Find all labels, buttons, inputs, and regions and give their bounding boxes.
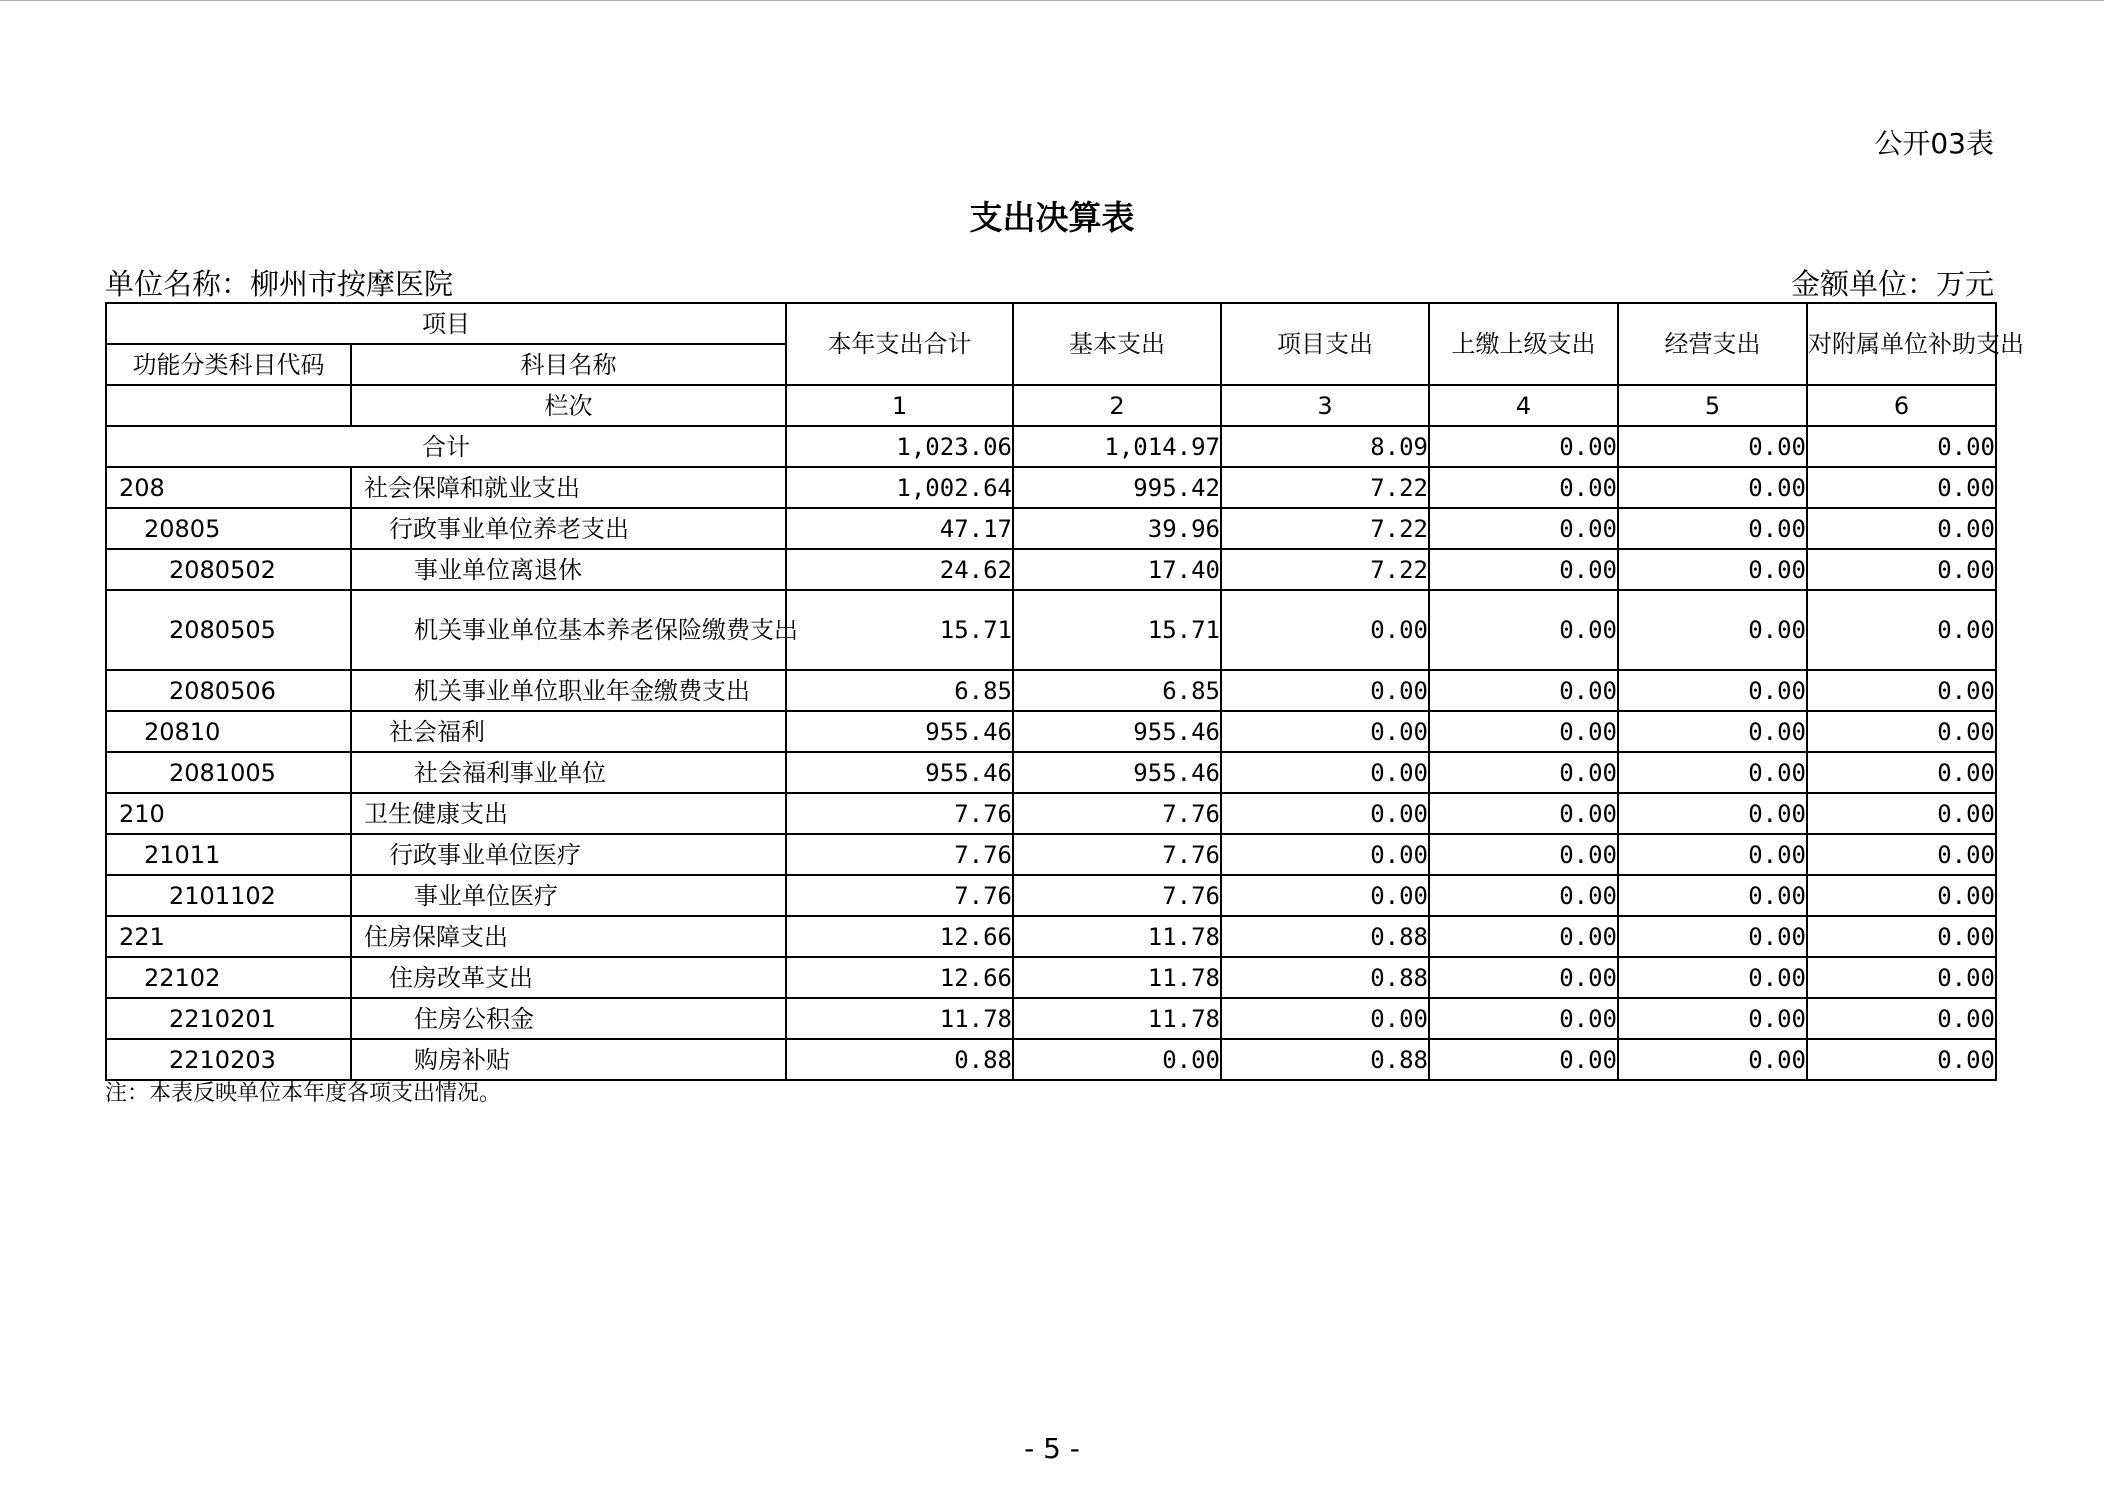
amount-cell: 39.96: [1013, 508, 1221, 549]
subject-name: 社会保障和就业支出: [351, 467, 786, 508]
subject-code: 2081005: [106, 752, 351, 793]
table-row: [106, 793, 1996, 834]
column-number-blank: [106, 385, 351, 426]
amount-cell: 0.00: [1618, 957, 1807, 998]
amount-cell: 6.85: [786, 670, 1013, 711]
subject-name: 社会福利: [351, 711, 786, 752]
amount-cell: 0.00: [1221, 670, 1429, 711]
amount-cell: 0.00: [1221, 834, 1429, 875]
amount-cell: 0.00: [1618, 875, 1807, 916]
column-number: 6: [1807, 385, 1996, 426]
amount-cell: 0.88: [1221, 1039, 1429, 1080]
amount-cell: 7.22: [1221, 508, 1429, 549]
table-row: [106, 1039, 1996, 1080]
table-row: [106, 549, 1996, 590]
subject-code: 208: [106, 467, 351, 508]
column-number-label: 栏次: [351, 385, 786, 426]
page-title: 支出决算表: [969, 198, 1135, 237]
column-number: 1: [786, 385, 1013, 426]
amount-cell: 0.00: [1429, 875, 1618, 916]
amount-cell: 0.00: [1807, 508, 1996, 549]
amount-cell: 0.00: [1618, 793, 1807, 834]
amount-cell: 0.00: [1221, 875, 1429, 916]
column-number: 3: [1221, 385, 1429, 426]
amount-cell: 0.00: [1429, 998, 1618, 1039]
total-label: 合计: [106, 426, 786, 467]
column-number: 2: [1013, 385, 1221, 426]
amount-cell: 0.00: [1221, 752, 1429, 793]
header-item: 项目: [106, 303, 786, 344]
amount-cell: 11.78: [1013, 998, 1221, 1039]
amount-cell: 0.00: [1618, 1039, 1807, 1080]
amount-cell: 7.22: [1221, 549, 1429, 590]
amount-cell: 7.76: [786, 834, 1013, 875]
subject-name: 事业单位医疗: [351, 875, 786, 916]
table-row: [106, 752, 1996, 793]
amount-cell: 0.00: [1618, 467, 1807, 508]
page-number: - 5 -: [1024, 1432, 1080, 1465]
amount-cell: 955.46: [1013, 711, 1221, 752]
amount-cell: 955.46: [786, 711, 1013, 752]
subject-code: 221: [106, 916, 351, 957]
amount-cell: 24.62: [786, 549, 1013, 590]
amount-cell: 7.76: [1013, 875, 1221, 916]
unit-name: 单位名称：柳州市按摩医院: [105, 267, 454, 301]
total-cell: 8.09: [1221, 426, 1429, 467]
amount-cell: 995.42: [1013, 467, 1221, 508]
amount-cell: 7.76: [1013, 793, 1221, 834]
amount-cell: 0.00: [1221, 590, 1429, 670]
subject-name: 住房改革支出: [351, 957, 786, 998]
amount-cell: 0.00: [1429, 957, 1618, 998]
header-name-col: 科目名称: [351, 344, 786, 385]
total-cell: 1,023.06: [786, 426, 1013, 467]
amount-cell: 0.00: [1221, 793, 1429, 834]
column-number-row: [106, 385, 1996, 426]
table-row: [106, 875, 1996, 916]
total-row: [106, 426, 1996, 467]
amount-cell: 0.00: [1618, 998, 1807, 1039]
amount-cell: 0.00: [1807, 875, 1996, 916]
form-number: 公开03表: [1874, 127, 1994, 160]
amount-cell: 0.00: [1429, 916, 1618, 957]
amount-cell: 0.00: [1807, 793, 1996, 834]
amount-cell: 0.00: [1429, 834, 1618, 875]
amount-cell: 0.00: [1807, 957, 1996, 998]
subject-name: 住房保障支出: [351, 916, 786, 957]
amount-cell: 0.00: [1618, 752, 1807, 793]
amount-cell: 0.00: [1807, 549, 1996, 590]
total-cell: 0.00: [1807, 426, 1996, 467]
table-note: 注：本表反映单位本年度各项支出情况。: [105, 1081, 502, 1106]
amount-cell: 0.88: [786, 1039, 1013, 1080]
amount-cell: 0.00: [1429, 1039, 1618, 1080]
amount-cell: 0.00: [1807, 590, 1996, 670]
header-col-project: 项目支出: [1221, 303, 1429, 385]
amount-cell: 0.00: [1429, 793, 1618, 834]
amount-cell: 0.00: [1807, 1039, 1996, 1080]
header-col-basic: 基本支出: [1013, 303, 1221, 385]
amount-cell: 0.00: [1807, 467, 1996, 508]
subject-name: 机关事业单位基本养老保险缴费支出: [351, 590, 786, 670]
header-col-subsidy: 对附属单位补助支出: [1807, 303, 1996, 385]
subject-name: 卫生健康支出: [351, 793, 786, 834]
column-number: 5: [1618, 385, 1807, 426]
amount-cell: 0.00: [1221, 998, 1429, 1039]
amount-cell: 0.00: [1807, 752, 1996, 793]
amount-cell: 1,002.64: [786, 467, 1013, 508]
subject-code: 210: [106, 793, 351, 834]
amount-cell: 0.88: [1221, 916, 1429, 957]
table-row: [106, 590, 1996, 670]
top-border-line: [0, 0, 2104, 1]
subject-code: 2210201: [106, 998, 351, 1039]
amount-cell: 0.00: [1429, 752, 1618, 793]
amount-cell: 7.76: [786, 793, 1013, 834]
amount-cell: 0.00: [1807, 916, 1996, 957]
amount-cell: 7.22: [1221, 467, 1429, 508]
subject-code: 20810: [106, 711, 351, 752]
amount-cell: 12.66: [786, 916, 1013, 957]
amount-cell: 47.17: [786, 508, 1013, 549]
amount-cell: 0.00: [1807, 711, 1996, 752]
table-row: [106, 467, 1996, 508]
amount-cell: 0.00: [1429, 590, 1618, 670]
amount-cell: 0.00: [1807, 834, 1996, 875]
subject-code: 2080502: [106, 549, 351, 590]
total-cell: 0.00: [1618, 426, 1807, 467]
amount-cell: 0.00: [1807, 998, 1996, 1039]
amount-cell: 0.00: [1618, 711, 1807, 752]
table-row: [106, 957, 1996, 998]
subject-code: 2101102: [106, 875, 351, 916]
amount-cell: 0.00: [1618, 916, 1807, 957]
amount-cell: 0.00: [1429, 670, 1618, 711]
amount-cell: 0.00: [1618, 549, 1807, 590]
table-row: [106, 834, 1996, 875]
subject-code: 22102: [106, 957, 351, 998]
amount-cell: 0.00: [1013, 1039, 1221, 1080]
subject-name: 行政事业单位养老支出: [351, 508, 786, 549]
subject-code: 2080506: [106, 670, 351, 711]
amount-cell: 0.00: [1429, 711, 1618, 752]
currency-unit: 金额单位：万元: [1790, 267, 1994, 301]
subject-code: 20805: [106, 508, 351, 549]
total-cell: 0.00: [1429, 426, 1618, 467]
amount-cell: 0.00: [1618, 590, 1807, 670]
header-col-operating: 经营支出: [1618, 303, 1807, 385]
amount-cell: 0.88: [1221, 957, 1429, 998]
amount-cell: 955.46: [1013, 752, 1221, 793]
table-row: [106, 711, 1996, 752]
amount-cell: 12.66: [786, 957, 1013, 998]
amount-cell: 0.00: [1429, 467, 1618, 508]
amount-cell: 0.00: [1618, 834, 1807, 875]
amount-cell: 7.76: [786, 875, 1013, 916]
subject-code: 2080505: [106, 590, 351, 670]
amount-cell: 17.40: [1013, 549, 1221, 590]
amount-cell: 0.00: [1429, 549, 1618, 590]
subject-code: 2210203: [106, 1039, 351, 1080]
amount-cell: 15.71: [786, 590, 1013, 670]
subject-name: 社会福利事业单位: [351, 752, 786, 793]
subject-name: 购房补贴: [351, 1039, 786, 1080]
subject-name: 事业单位离退休: [351, 549, 786, 590]
amount-cell: 0.00: [1429, 508, 1618, 549]
subject-name: 机关事业单位职业年金缴费支出: [351, 670, 786, 711]
table-row: [106, 508, 1996, 549]
subject-code: 21011: [106, 834, 351, 875]
amount-cell: 11.78: [1013, 916, 1221, 957]
header-col-remit: 上缴上级支出: [1429, 303, 1618, 385]
amount-cell: 0.00: [1618, 508, 1807, 549]
header-col-total: 本年支出合计: [786, 303, 1013, 385]
subject-name: 行政事业单位医疗: [351, 834, 786, 875]
amount-cell: 11.78: [786, 998, 1013, 1039]
amount-cell: 7.76: [1013, 834, 1221, 875]
table-row: [106, 916, 1996, 957]
amount-cell: 0.00: [1221, 711, 1429, 752]
amount-cell: 15.71: [1013, 590, 1221, 670]
table-row: [106, 670, 1996, 711]
header-row-1: [106, 303, 1996, 344]
total-cell: 1,014.97: [1013, 426, 1221, 467]
amount-cell: 6.85: [1013, 670, 1221, 711]
subject-name: 住房公积金: [351, 998, 786, 1039]
column-number: 4: [1429, 385, 1618, 426]
header-code-col: 功能分类科目代码: [106, 344, 351, 385]
amount-cell: 0.00: [1807, 670, 1996, 711]
amount-cell: 955.46: [786, 752, 1013, 793]
expenditure-table: [105, 302, 2024, 1081]
table-row: [106, 998, 1996, 1039]
amount-cell: 0.00: [1618, 670, 1807, 711]
amount-cell: 11.78: [1013, 957, 1221, 998]
